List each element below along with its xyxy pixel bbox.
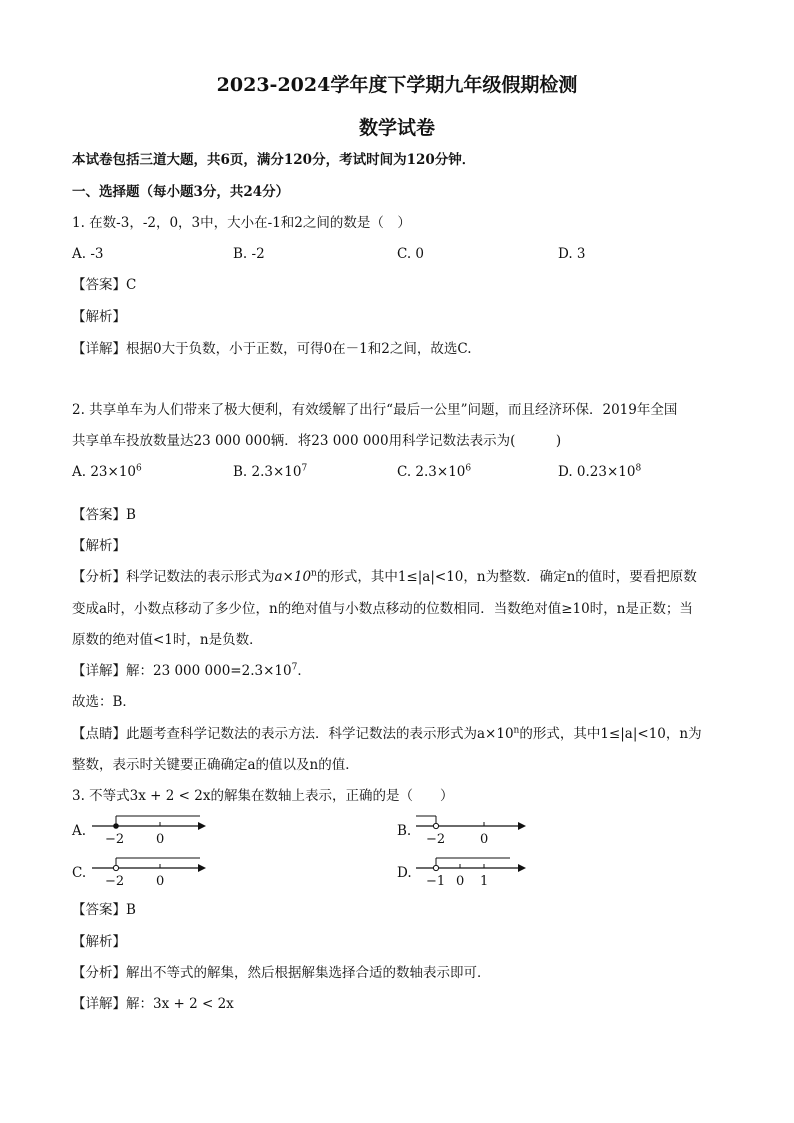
q2-stem-line1: 2. 共享单车为人们带来了极大便利，有效缓解了出行“最后一公里”问题，而且经济环保．2019年全国 — [72, 402, 678, 418]
tick-label: 1 — [480, 874, 489, 889]
tick-label: 0 — [156, 874, 165, 889]
q1-detail: 【详解】根据0大于负数，小于正数，可得0在－1和2之间，故选C. — [72, 341, 472, 357]
page-subtitle: 数学试卷 — [358, 117, 435, 139]
q2-analysis: 【解析】 — [72, 538, 126, 554]
tick-label: −2 — [105, 832, 125, 847]
q1-option-c: C. 0 — [397, 246, 425, 262]
q2-fenxi-line1: 【分析】科学记数法的表示形式为$a\times 10^n$的形式，其中1≤|a|<10，n为整数．确定n的值时，要看把原数 — [72, 568, 697, 585]
q3-number-line-a — [90, 812, 210, 852]
q2-dianjing-line1: 【点睛】此题考查科学记数法的表示方法．科学记数法的表示形式为$a\times 10^n$的形式，其中1≤|a|<10，n为 — [72, 725, 702, 742]
q3-option-c-label: C. — [72, 865, 87, 881]
q3-number-line-d — [414, 854, 534, 894]
q2-option-c: C. $2.3\times 10^6$ — [397, 463, 472, 480]
tick-label: −2 — [105, 874, 125, 889]
q2-option-d: D. $0.23\times 10^8$ — [558, 463, 642, 480]
q3-analysis: 【解析】 — [72, 934, 126, 950]
q2-option-a: A. $23\times 10^6$ — [72, 463, 142, 480]
q1-option-a: A. -3 — [72, 246, 104, 262]
tick-label: −2 — [426, 832, 446, 847]
q2-choice: 故选：B． — [72, 694, 136, 710]
q2-fenxi-line3: 原数的绝对值<1时，n是负数． — [72, 632, 263, 648]
q2-dianjing-line2: 整数，表示时关键要正确确定a的值以及n的值． — [72, 757, 359, 773]
q2-detail: 【详解】解：23 000 $000=2.3\times 10^7$． — [72, 662, 311, 679]
q3-option-b-label: B. — [397, 823, 412, 839]
q3-answer: 【答案】B — [72, 902, 136, 918]
page-title: 2023-2024学年度下学期九年级假期检测 — [216, 74, 578, 96]
q3-number-line-c — [90, 854, 210, 894]
q3-fenxi: 【分析】解出不等式的解集，然后根据解集选择合适的数轴表示即可． — [72, 965, 491, 981]
tick-label: 0 — [156, 832, 165, 847]
q1-option-d: D. 3 — [558, 246, 586, 262]
q2-option-b: B. $2.3\times 10^7$ — [233, 463, 308, 480]
q3-stem: 3. 不等式3x + 2 < 2x的解集在数轴上表示，正确的是（ ） — [72, 788, 454, 804]
q1-stem: 1. 在数-3，-2，0，3中，大小在-1和2之间的数是（ ） — [72, 215, 411, 231]
exam-intro: 本试卷包括三道大题，共6页，满分120分，考试时间为120分钟． — [72, 152, 476, 168]
q1-option-b: B. -2 — [233, 246, 265, 262]
tick-label: −1 — [426, 874, 446, 889]
tick-label: 0 — [480, 832, 489, 847]
q2-answer: 【答案】B — [72, 507, 136, 523]
q2-fenxi-line2: 变成a时，小数点移动了多少位，n的绝对值与小数点移动的位数相同．当数绝对值≥10时，n是正数；当 — [72, 601, 693, 617]
q3-number-line-b — [414, 812, 534, 852]
q3-option-d-label: D. — [397, 865, 412, 881]
tick-label: 0 — [456, 874, 465, 889]
q1-analysis: 【解析】 — [72, 309, 126, 325]
q1-answer: 【答案】C — [72, 277, 137, 293]
section-heading: 一、选择题（每小题3分，共24分） — [72, 184, 290, 200]
q3-detail: 【详解】解：3x + 2 < 2x — [72, 996, 234, 1012]
q3-option-a-label: A. — [72, 823, 87, 839]
q2-stem-line2: 共享单车投放数量达23 000 000辆．将23 000 000用科学记数法表示为( ) — [72, 433, 562, 449]
